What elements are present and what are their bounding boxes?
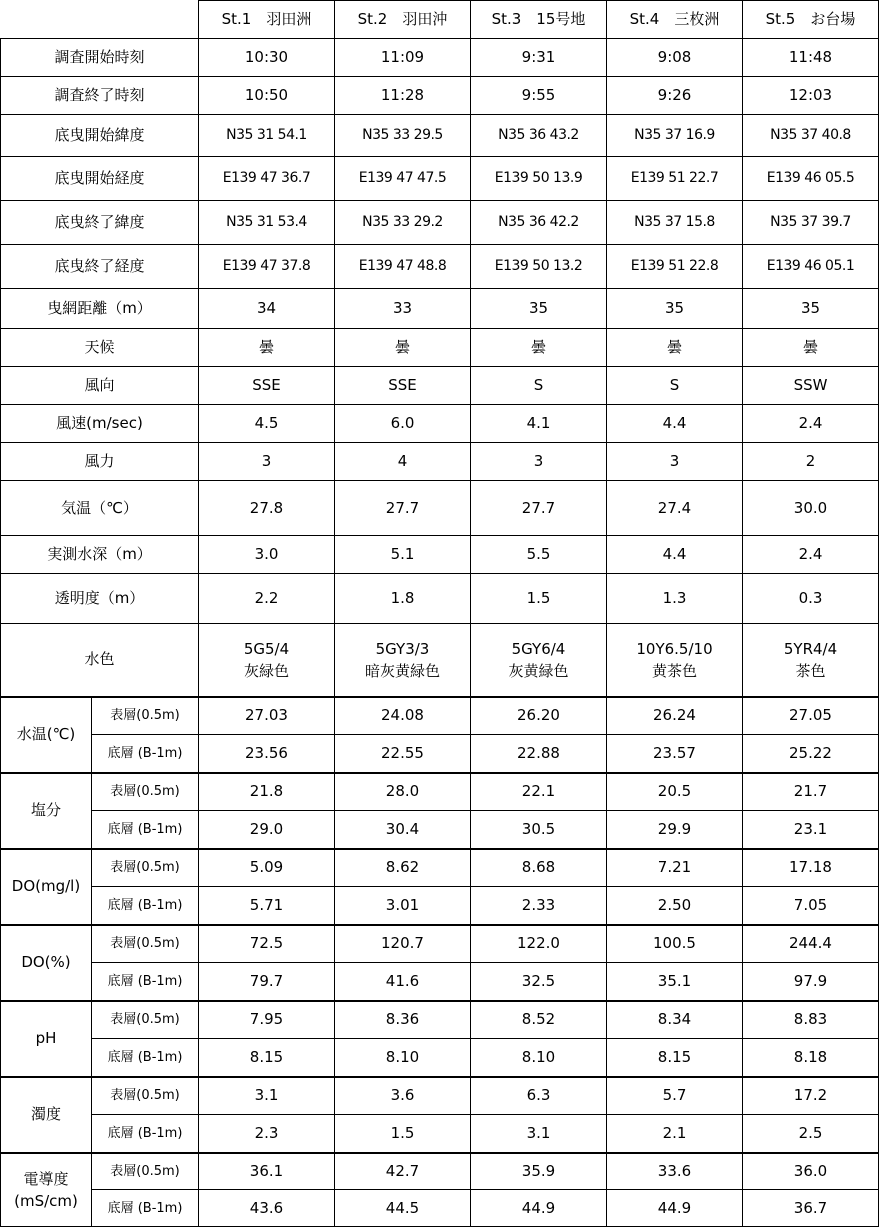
table-cell: E139 51 22.8 bbox=[607, 245, 743, 289]
table-cell: 79.7 bbox=[199, 963, 335, 1001]
table-cell: 3 bbox=[199, 443, 335, 481]
row-label: 実測水深（m） bbox=[1, 536, 199, 574]
table-row bbox=[1, 289, 879, 329]
table-cell: 8.18 bbox=[743, 1039, 879, 1077]
table-cell: N35 33 29.5 bbox=[335, 115, 471, 157]
table-cell: 22.1 bbox=[471, 773, 607, 811]
parameter-label: 濁度 bbox=[1, 1077, 92, 1153]
table-cell: 24.08 bbox=[335, 697, 471, 735]
table-cell: 3 bbox=[471, 443, 607, 481]
table-cell: 曇 bbox=[607, 329, 743, 367]
table-cell: 25.22 bbox=[743, 735, 879, 773]
table-cell: E139 46 05.1 bbox=[743, 245, 879, 289]
table-cell: 36.0 bbox=[743, 1153, 879, 1190]
table-cell: 22.88 bbox=[471, 735, 607, 773]
table-cell: 26.24 bbox=[607, 697, 743, 735]
parameter-label: pH bbox=[1, 1001, 92, 1077]
table-cell: 8.36 bbox=[335, 1001, 471, 1039]
table-cell: 8.10 bbox=[335, 1039, 471, 1077]
table-cell: 17.18 bbox=[743, 849, 879, 887]
table-cell: 41.6 bbox=[335, 963, 471, 1001]
table-cell: 9:26 bbox=[607, 77, 743, 115]
table-cell: 曇 bbox=[199, 329, 335, 367]
table-row bbox=[1, 77, 879, 115]
table-cell: 8.52 bbox=[471, 1001, 607, 1039]
table-cell: 2.33 bbox=[471, 887, 607, 925]
row-label: 底曳開始経度 bbox=[1, 157, 199, 201]
row-label: 曳網距離（m） bbox=[1, 289, 199, 329]
table-cell: 32.5 bbox=[471, 963, 607, 1001]
table-cell: 5.71 bbox=[199, 887, 335, 925]
row-label: 気温（℃） bbox=[1, 481, 199, 536]
row-label: 水色 bbox=[1, 624, 199, 697]
table-cell: 8.62 bbox=[335, 849, 471, 887]
table-row bbox=[1, 963, 879, 1001]
table-cell: N35 36 42.2 bbox=[471, 201, 607, 245]
table-cell: 44.9 bbox=[471, 1190, 607, 1227]
table-cell: 30.0 bbox=[743, 481, 879, 536]
table-row bbox=[1, 1190, 879, 1227]
layer-label-surface: 表層(0.5m) bbox=[92, 697, 199, 735]
table-cell: 36.7 bbox=[743, 1190, 879, 1227]
table-cell: 9:08 bbox=[607, 39, 743, 77]
header-corner-cell bbox=[1, 1, 199, 39]
table-cell: 43.6 bbox=[199, 1190, 335, 1227]
table-cell: 35 bbox=[471, 289, 607, 329]
table-cell: N35 36 43.2 bbox=[471, 115, 607, 157]
row-label: 調査開始時刻 bbox=[1, 39, 199, 77]
table-cell: 35 bbox=[607, 289, 743, 329]
table-row bbox=[1, 201, 879, 245]
layer-label-surface: 表層(0.5m) bbox=[92, 1001, 199, 1039]
row-label: 風力 bbox=[1, 443, 199, 481]
table-cell: E139 51 22.7 bbox=[607, 157, 743, 201]
color-name: 茶色 bbox=[795, 661, 826, 680]
table-cell: 29.0 bbox=[199, 811, 335, 849]
table-cell: N35 31 54.1 bbox=[199, 115, 335, 157]
table-cell: 122.0 bbox=[471, 925, 607, 963]
row-label: 風向 bbox=[1, 367, 199, 405]
table-cell: 8.83 bbox=[743, 1001, 879, 1039]
table-row bbox=[1, 1153, 879, 1190]
table-cell: N35 33 29.2 bbox=[335, 201, 471, 245]
layer-label-bottom: 底層 (B-1m) bbox=[92, 963, 199, 1001]
table-cell: 3.01 bbox=[335, 887, 471, 925]
parameter-label-line: 電導度 bbox=[23, 1169, 69, 1188]
table-cell: 2.1 bbox=[607, 1115, 743, 1153]
table-cell: 12:03 bbox=[743, 77, 879, 115]
table-cell: 8.15 bbox=[199, 1039, 335, 1077]
table-cell: 0.3 bbox=[743, 574, 879, 624]
table-cell: E139 50 13.9 bbox=[471, 157, 607, 201]
table-cell: 23.1 bbox=[743, 811, 879, 849]
table-cell: E139 50 13.2 bbox=[471, 245, 607, 289]
table-cell: 244.4 bbox=[743, 925, 879, 963]
table-row bbox=[1, 39, 879, 77]
table-cell: N35 37 15.8 bbox=[607, 201, 743, 245]
table-cell: 1.5 bbox=[335, 1115, 471, 1153]
station-header: St.4 三枚洲 bbox=[607, 1, 743, 39]
table-cell: 35 bbox=[743, 289, 879, 329]
layer-label-bottom: 底層 (B-1m) bbox=[92, 887, 199, 925]
table-cell: 23.56 bbox=[199, 735, 335, 773]
table-cell: 27.4 bbox=[607, 481, 743, 536]
color-code: 5GY6/4 bbox=[511, 639, 566, 658]
table-cell: 8.15 bbox=[607, 1039, 743, 1077]
table-cell: 3.0 bbox=[199, 536, 335, 574]
table-cell: 42.7 bbox=[335, 1153, 471, 1190]
table-cell: 4.5 bbox=[199, 405, 335, 443]
table-cell: 曇 bbox=[743, 329, 879, 367]
table-row bbox=[1, 1115, 879, 1153]
color-code: 10Y6.5/10 bbox=[636, 639, 713, 658]
parameter-label bbox=[1, 1153, 92, 1227]
table-cell: 11:09 bbox=[335, 39, 471, 77]
parameter-label-unit: (mS/cm) bbox=[14, 1191, 78, 1210]
table-row bbox=[1, 574, 879, 624]
table-cell: 7.21 bbox=[607, 849, 743, 887]
table-cell: 3.6 bbox=[335, 1077, 471, 1115]
table-cell: 22.55 bbox=[335, 735, 471, 773]
table-cell: 5.5 bbox=[471, 536, 607, 574]
water-color-cell bbox=[743, 624, 879, 697]
table-cell: 44.5 bbox=[335, 1190, 471, 1227]
color-code: 5YR4/4 bbox=[783, 639, 838, 658]
table-cell: 27.03 bbox=[199, 697, 335, 735]
color-name: 黄茶色 bbox=[651, 661, 697, 680]
row-label: 底曳終了経度 bbox=[1, 245, 199, 289]
table-cell: E139 47 37.8 bbox=[199, 245, 335, 289]
station-header: St.1 羽田洲 bbox=[199, 1, 335, 39]
table-cell: 3.1 bbox=[471, 1115, 607, 1153]
table-cell: 26.20 bbox=[471, 697, 607, 735]
table-cell: 3.1 bbox=[199, 1077, 335, 1115]
table-cell: 9:31 bbox=[471, 39, 607, 77]
row-label: 天候 bbox=[1, 329, 199, 367]
table-cell: S bbox=[607, 367, 743, 405]
table-row bbox=[1, 925, 879, 963]
row-label: 透明度（m） bbox=[1, 574, 199, 624]
table-cell: 10:50 bbox=[199, 77, 335, 115]
table-cell: 4.4 bbox=[607, 536, 743, 574]
table-row bbox=[1, 887, 879, 925]
table-cell: 11:48 bbox=[743, 39, 879, 77]
table-row bbox=[1, 157, 879, 201]
table-cell: 1.5 bbox=[471, 574, 607, 624]
row-label: 調査終了時刻 bbox=[1, 77, 199, 115]
table-cell: 120.7 bbox=[335, 925, 471, 963]
table-cell: 8.68 bbox=[471, 849, 607, 887]
table-cell: 3 bbox=[607, 443, 743, 481]
table-cell: 21.7 bbox=[743, 773, 879, 811]
table-cell: 72.5 bbox=[199, 925, 335, 963]
header-row bbox=[1, 1, 879, 39]
table-row bbox=[1, 329, 879, 367]
table-row bbox=[1, 367, 879, 405]
water-color-cell bbox=[607, 624, 743, 697]
layer-label-bottom: 底層 (B-1m) bbox=[92, 811, 199, 849]
table-cell: 10:30 bbox=[199, 39, 335, 77]
row-label: 底曳開始緯度 bbox=[1, 115, 199, 157]
water-color-cell bbox=[199, 624, 335, 697]
table-cell: 6.3 bbox=[471, 1077, 607, 1115]
table-cell: 34 bbox=[199, 289, 335, 329]
water-color-row bbox=[1, 624, 879, 697]
table-cell: 5.7 bbox=[607, 1077, 743, 1115]
table-cell: N35 37 39.7 bbox=[743, 201, 879, 245]
table-cell: 27.8 bbox=[199, 481, 335, 536]
color-name: 暗灰黄緑色 bbox=[364, 661, 440, 680]
table-cell: 17.2 bbox=[743, 1077, 879, 1115]
table-cell: 8.34 bbox=[607, 1001, 743, 1039]
table-cell: E139 47 36.7 bbox=[199, 157, 335, 201]
table-cell: 35.1 bbox=[607, 963, 743, 1001]
table-cell: 7.95 bbox=[199, 1001, 335, 1039]
station-header: St.2 羽田沖 bbox=[335, 1, 471, 39]
row-label: 風速(m/sec) bbox=[1, 405, 199, 443]
table-cell: E139 46 05.5 bbox=[743, 157, 879, 201]
table-cell: 5.1 bbox=[335, 536, 471, 574]
table-cell: 1.8 bbox=[335, 574, 471, 624]
table-cell: 27.7 bbox=[335, 481, 471, 536]
table-cell: 4.1 bbox=[471, 405, 607, 443]
layer-label-surface: 表層(0.5m) bbox=[92, 1153, 199, 1190]
table-row bbox=[1, 481, 879, 536]
table-cell: 21.8 bbox=[199, 773, 335, 811]
table-cell: 33.6 bbox=[607, 1153, 743, 1190]
table-cell: 8.10 bbox=[471, 1039, 607, 1077]
water-color-cell bbox=[335, 624, 471, 697]
table-cell: 44.9 bbox=[607, 1190, 743, 1227]
table-cell: 6.0 bbox=[335, 405, 471, 443]
table-row bbox=[1, 849, 879, 887]
table-cell: 2.3 bbox=[199, 1115, 335, 1153]
table-cell: 28.0 bbox=[335, 773, 471, 811]
table-cell: 27.7 bbox=[471, 481, 607, 536]
table-row bbox=[1, 735, 879, 773]
table-cell: S bbox=[471, 367, 607, 405]
table-cell: N35 37 40.8 bbox=[743, 115, 879, 157]
layer-label-bottom: 底層 (B-1m) bbox=[92, 735, 199, 773]
table-cell: N35 31 53.4 bbox=[199, 201, 335, 245]
station-header: St.3 15号地 bbox=[471, 1, 607, 39]
layer-label-surface: 表層(0.5m) bbox=[92, 1077, 199, 1115]
layer-label-surface: 表層(0.5m) bbox=[92, 773, 199, 811]
table-cell: 2.50 bbox=[607, 887, 743, 925]
table-row bbox=[1, 1001, 879, 1039]
water-color-cell bbox=[471, 624, 607, 697]
table-cell: 100.5 bbox=[607, 925, 743, 963]
table-cell: 36.1 bbox=[199, 1153, 335, 1190]
layer-label-surface: 表層(0.5m) bbox=[92, 849, 199, 887]
table-row bbox=[1, 536, 879, 574]
table-cell: 曇 bbox=[335, 329, 471, 367]
table-cell: 9:55 bbox=[471, 77, 607, 115]
layer-label-surface: 表層(0.5m) bbox=[92, 925, 199, 963]
table-cell: 33 bbox=[335, 289, 471, 329]
table-cell: 11:28 bbox=[335, 77, 471, 115]
layer-label-bottom: 底層 (B-1m) bbox=[92, 1190, 199, 1227]
table-cell: 2.2 bbox=[199, 574, 335, 624]
table-cell: 2.4 bbox=[743, 405, 879, 443]
layer-label-bottom: 底層 (B-1m) bbox=[92, 1115, 199, 1153]
table-cell: 23.57 bbox=[607, 735, 743, 773]
table-cell: 1.3 bbox=[607, 574, 743, 624]
table-cell: 2.4 bbox=[743, 536, 879, 574]
parameter-label: DO(%) bbox=[1, 925, 92, 1001]
color-code: 5G5/4 bbox=[243, 639, 290, 658]
table-cell: 30.5 bbox=[471, 811, 607, 849]
table-row bbox=[1, 811, 879, 849]
table-row bbox=[1, 1039, 879, 1077]
table-cell: 30.4 bbox=[335, 811, 471, 849]
table-cell: 曇 bbox=[471, 329, 607, 367]
table-cell: 29.9 bbox=[607, 811, 743, 849]
table-cell: SSW bbox=[743, 367, 879, 405]
row-label: 底曳終了緯度 bbox=[1, 201, 199, 245]
table-cell: 7.05 bbox=[743, 887, 879, 925]
table-cell: 4 bbox=[335, 443, 471, 481]
table-cell: 35.9 bbox=[471, 1153, 607, 1190]
table-cell: 4.4 bbox=[607, 405, 743, 443]
table-cell: E139 47 48.8 bbox=[335, 245, 471, 289]
table-cell: SSE bbox=[335, 367, 471, 405]
table-cell: 5.09 bbox=[199, 849, 335, 887]
table-row bbox=[1, 405, 879, 443]
table-row bbox=[1, 697, 879, 735]
parameter-label: DO(mg/l) bbox=[1, 849, 92, 925]
table-row bbox=[1, 443, 879, 481]
color-code: 5GY3/3 bbox=[375, 639, 430, 658]
table-row bbox=[1, 773, 879, 811]
table-cell: 97.9 bbox=[743, 963, 879, 1001]
table-row bbox=[1, 1077, 879, 1115]
table-cell: 20.5 bbox=[607, 773, 743, 811]
table-cell: 2 bbox=[743, 443, 879, 481]
layer-label-bottom: 底層 (B-1m) bbox=[92, 1039, 199, 1077]
color-name: 灰黄緑色 bbox=[508, 661, 569, 680]
table-row bbox=[1, 245, 879, 289]
parameter-label: 水温(℃) bbox=[1, 697, 92, 773]
station-header: St.5 お台場 bbox=[743, 1, 879, 39]
table-cell: SSE bbox=[199, 367, 335, 405]
parameter-label: 塩分 bbox=[1, 773, 92, 849]
table-cell: 2.5 bbox=[743, 1115, 879, 1153]
color-name: 灰緑色 bbox=[243, 661, 289, 680]
table-cell: 27.05 bbox=[743, 697, 879, 735]
table-row bbox=[1, 115, 879, 157]
table-cell: N35 37 16.9 bbox=[607, 115, 743, 157]
table-cell: E139 47 47.5 bbox=[335, 157, 471, 201]
